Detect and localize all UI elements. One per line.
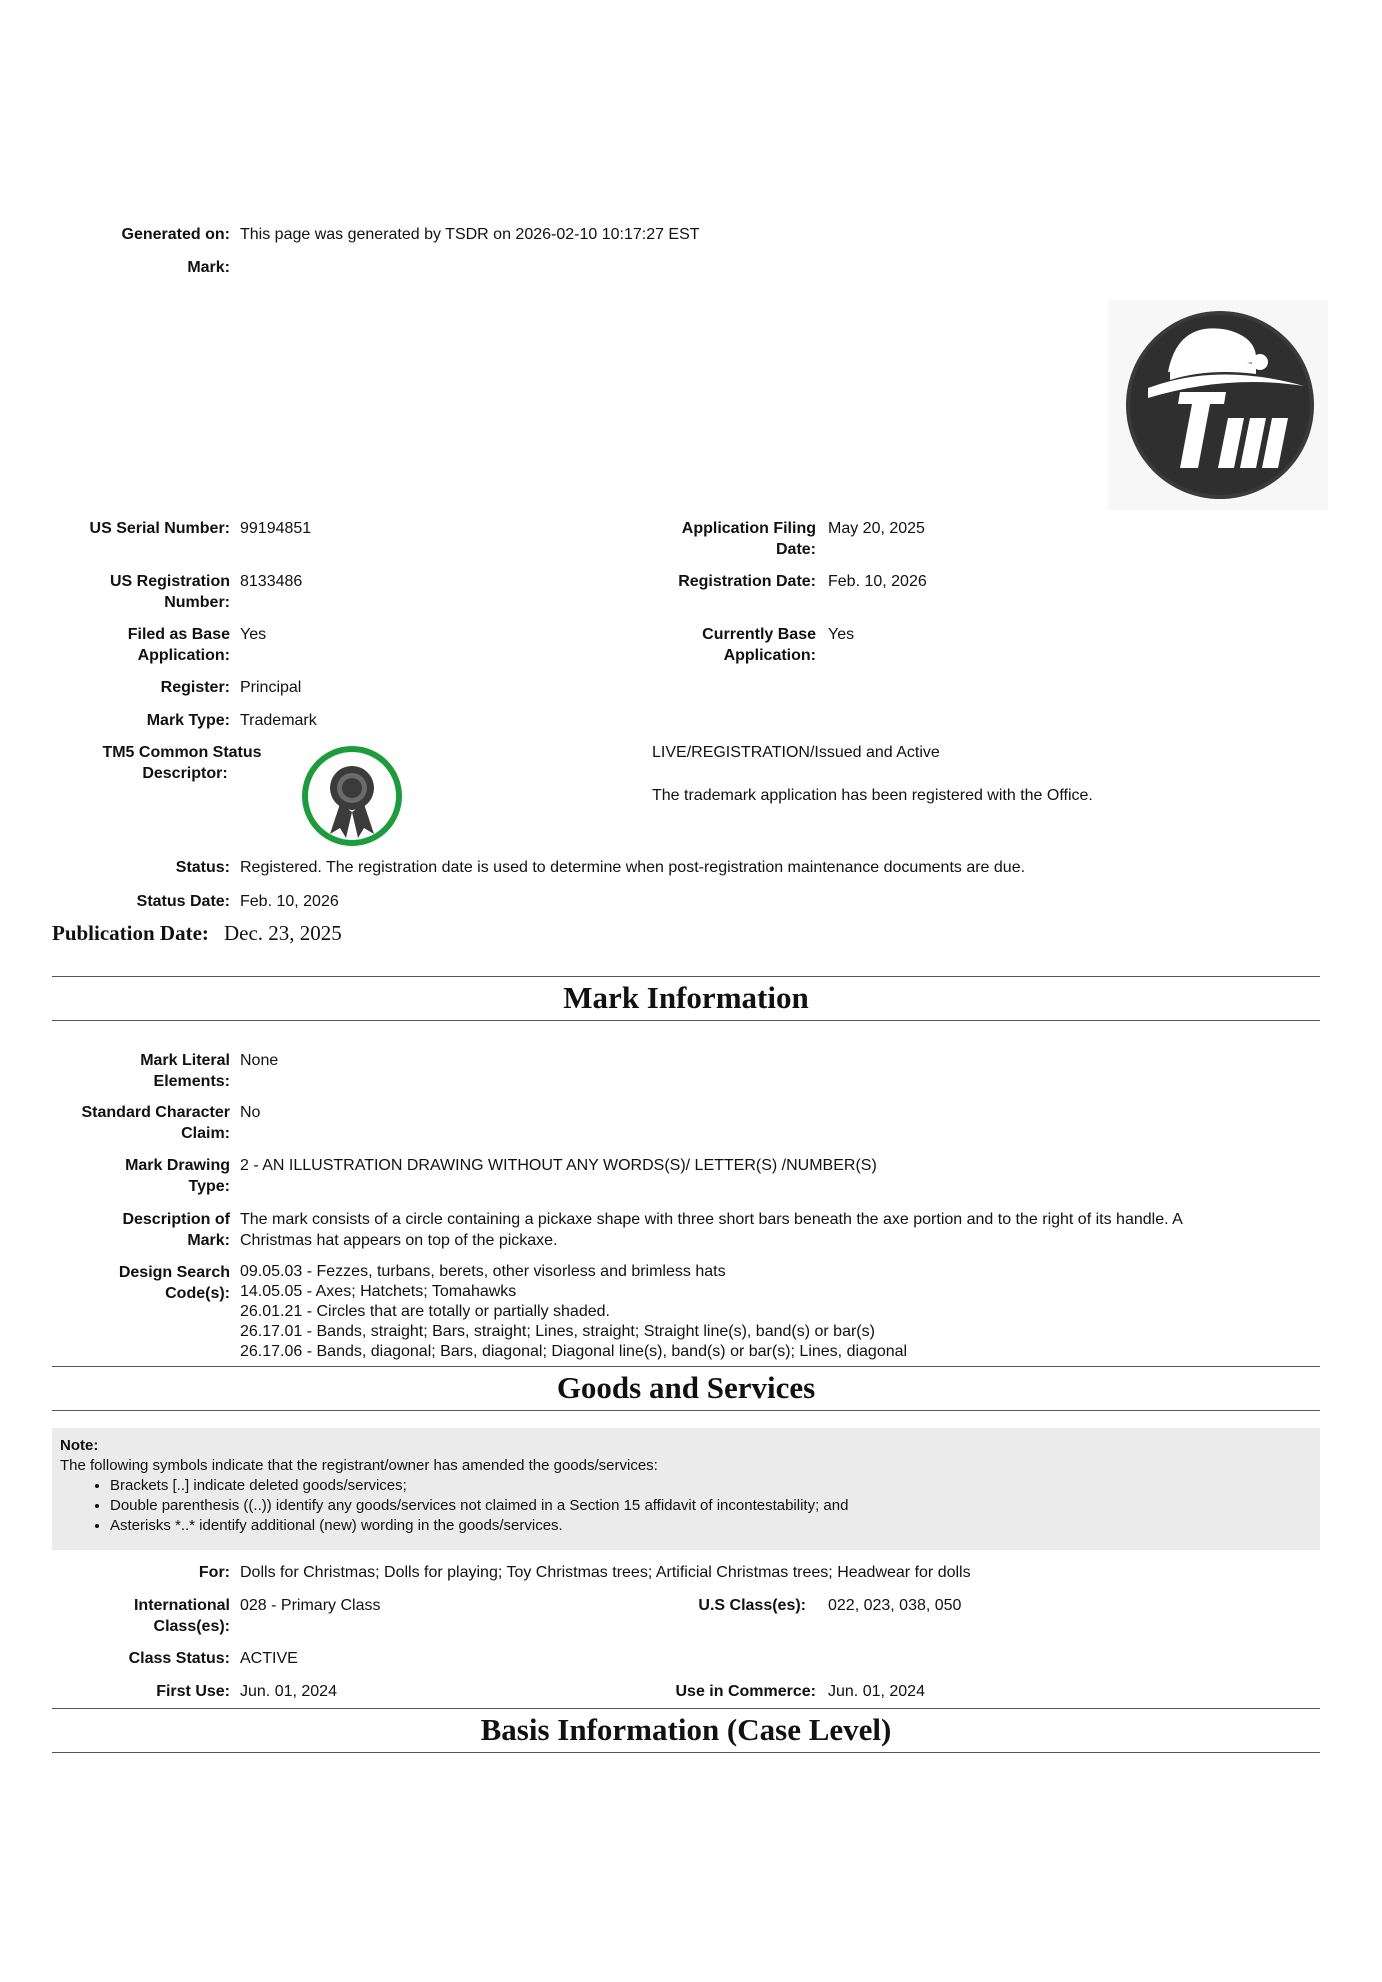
status-label: Status: — [175, 859, 230, 876]
tm5-label: TM5 Common Status Descriptor: — [102, 744, 262, 782]
class-status-label: Class Status: — [128, 1650, 230, 1667]
register-value: Principal — [240, 679, 302, 696]
filed-base-label: Filed as Base Application: — [127, 626, 230, 664]
register-label: Register: — [160, 679, 230, 696]
use-in-commerce-label: Use in Commerce: — [675, 1683, 816, 1700]
design-codes-list — [240, 1262, 907, 1362]
us-class-value: 022, 023, 038, 050 — [828, 1597, 962, 1614]
international-class-value: 028 - Primary Class — [240, 1597, 381, 1614]
serial-label: US Serial Number: — [89, 520, 230, 537]
section-title-goods-services: Goods and Services — [556, 1370, 816, 1405]
international-class-label: International Class(es): — [133, 1597, 230, 1635]
use-in-commerce-value: Jun. 01, 2024 — [828, 1683, 925, 1700]
pickaxe-christmas-hat-logo-icon — [1108, 300, 1328, 510]
note-intro: The following symbols indicate that the registrant/owner has amended the goods/services: — [60, 1457, 658, 1474]
registered-seal-icon — [300, 744, 404, 848]
list-item: 26.01.21 - Circles that are totally or partially shaded. — [240, 1303, 610, 1320]
current-base-label: Currently Base Application: — [702, 626, 816, 664]
mark-label: Mark: — [187, 259, 230, 276]
filing-date-label: Application Filing Date: — [681, 520, 816, 558]
list-item: • Brackets [..] indicate deleted goods/services; — [110, 1476, 848, 1496]
generated-on-label: Generated on: — [121, 226, 230, 243]
filed-base-value: Yes — [240, 626, 267, 643]
divider — [52, 1708, 1320, 1709]
mark-type-label: Mark Type: — [146, 712, 230, 729]
section-title-mark-information: Mark Information — [563, 980, 809, 1015]
mark-image — [1108, 300, 1328, 510]
tm5-description: The trademark application has been registered with the Office. — [652, 787, 1093, 804]
description-value: The mark consists of a circle containing a pickaxe shape with three short bars beneath the axe portion and to the right of its handle. A Christmas hat appears on top of the pickaxe. — [240, 1211, 1183, 1249]
tm5-status-value: LIVE/REGISTRATION/Issued and Active — [652, 744, 940, 761]
list-item: • Double parenthesis ((..)) identify any goods/services not claimed in a Section 15 affidavit of incontestability; and — [110, 1496, 848, 1516]
first-use-value: Jun. 01, 2024 — [240, 1683, 337, 1700]
note-box — [52, 1428, 1320, 1550]
standard-character-label: Standard Character Claim: — [81, 1104, 230, 1142]
for-value: Dolls for Christmas; Dolls for playing; Toy Christmas trees; Artificial Christmas trees; Headwear for dolls — [240, 1564, 971, 1581]
drawing-type-label: Mark Drawing Type: — [125, 1157, 230, 1195]
class-status-value: ACTIVE — [240, 1650, 298, 1667]
list-item: 26.17.01 - Bands, straight; Bars, straight; Lines, straight; Straight line(s), band(s) or bar(s) — [240, 1323, 875, 1340]
list-item: 26.17.06 - Bands, diagonal; Bars, diagonal; Diagonal line(s), band(s) or bar(s); Lines, diagonal — [240, 1343, 908, 1360]
first-use-label: First Use: — [156, 1683, 230, 1700]
divider — [52, 1752, 1320, 1753]
publication-date-label: Publication Date: — [52, 921, 209, 945]
design-codes-label: Design Search Code(s): — [118, 1264, 230, 1302]
status-value: Registered. The registration date is used to determine when post-registration maintenance documents are due. — [240, 859, 1026, 876]
status-date-label: Status Date: — [136, 893, 230, 910]
for-label: For: — [198, 1564, 230, 1581]
section-title-basis-information: Basis Information (Case Level) — [480, 1712, 892, 1747]
reg-number-value: 8133486 — [240, 573, 303, 590]
note-list — [94, 1476, 848, 1536]
current-base-value: Yes — [828, 626, 855, 643]
list-item: 14.05.05 - Axes; Hatchets; Tomahawks — [240, 1283, 517, 1300]
divider — [52, 1020, 1320, 1021]
list-item: 09.05.03 - Fezzes, turbans, berets, other visorless and brimless hats — [240, 1263, 726, 1280]
filing-date-value: May 20, 2025 — [828, 520, 925, 537]
serial-value: 99194851 — [240, 520, 312, 537]
drawing-type-value: 2 - AN ILLUSTRATION DRAWING WITHOUT ANY WORDS(S)/ LETTER(S) /NUMBER(S) — [240, 1157, 877, 1174]
divider — [52, 1410, 1320, 1411]
reg-date-label: Registration Date: — [678, 573, 816, 590]
divider — [52, 976, 1320, 977]
literal-elements-value: None — [240, 1052, 279, 1069]
status-date-value: Feb. 10, 2026 — [240, 893, 339, 910]
note-title: Note: — [60, 1437, 99, 1454]
generated-on-value: This page was generated by TSDR on 2026-02-10 10:17:27 EST — [240, 226, 700, 243]
list-item: • Asterisks *..* identify additional (new) wording in the goods/services. — [110, 1516, 848, 1536]
mark-type-value: Trademark — [240, 712, 317, 729]
reg-number-label: US Registration Number: — [109, 573, 230, 611]
divider — [52, 1366, 1320, 1367]
publication-date-value: Dec. 23, 2025 — [224, 921, 342, 945]
literal-elements-label: Mark Literal Elements: — [140, 1052, 230, 1090]
svg-text:TM: TM — [1108, 300, 1110, 301]
reg-date-value: Feb. 10, 2026 — [828, 573, 927, 590]
standard-character-value: No — [240, 1104, 261, 1121]
us-class-label: U.S Class(es): — [698, 1597, 806, 1614]
description-label: Description of Mark: — [122, 1211, 230, 1249]
